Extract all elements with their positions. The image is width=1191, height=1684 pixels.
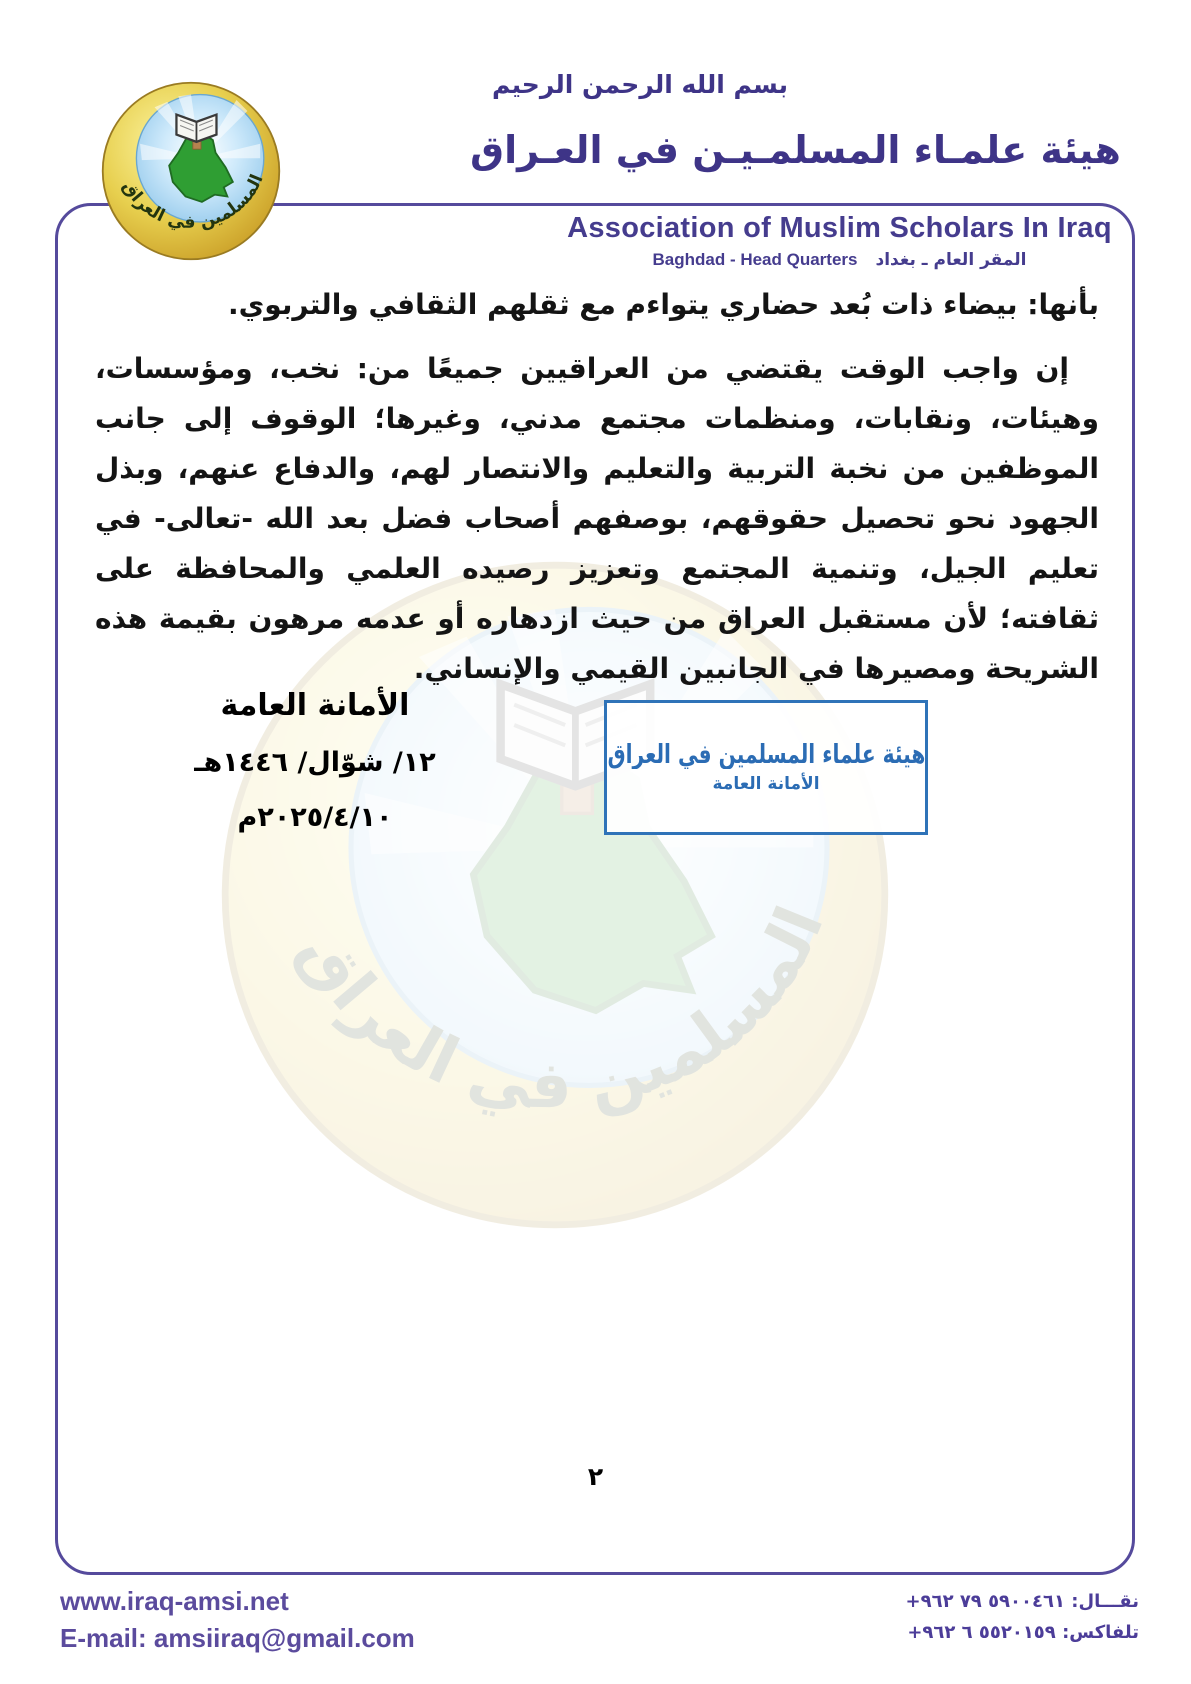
hijri-date: ١٢/ شوّال/ ١٤٤٦هـ <box>194 747 436 778</box>
org-title-arabic: هيئة علمـاء المسلمـيـن في العـراق <box>470 128 1121 172</box>
signature-title: الأمانة العامة <box>220 688 410 723</box>
footer-email: E-mail: amsiiraq@gmail.com <box>60 1623 415 1653</box>
signature-block <box>140 688 490 833</box>
fax-phone-line <box>906 1617 1139 1648</box>
headquarters-line <box>540 250 1139 270</box>
body-paragraph-1: بأنها: بيضاء ذات بُعد حضاري يتواءم مع ثقلهم الثقافي والتربوي. <box>227 288 1099 321</box>
footer-contact-right <box>906 1586 1139 1648</box>
footer-website: www.iraq-amsi.net <box>60 1586 289 1616</box>
mobile-number: +٩٦٢ ٧٩ ٥٩٠٠٤٦١ <box>905 1591 1065 1612</box>
mobile-phone-line <box>906 1586 1139 1617</box>
letter-body <box>95 280 1099 694</box>
official-stamp <box>604 700 928 835</box>
headquarters-arabic: المقر العام ـ بغداد <box>875 250 1027 270</box>
footer-contact-left <box>60 1583 415 1657</box>
org-title-english: Association of Muslim Scholars In Iraq <box>567 212 1112 244</box>
headquarters-english: Baghdad - Head Quarters <box>652 250 858 269</box>
stamp-calligraphy: هيئة علماء المسلمين في العراق <box>607 738 925 769</box>
stamp-subtitle: الأمانة العامة <box>712 773 820 794</box>
org-logo-icon <box>100 80 282 262</box>
fax-number: +٩٦٢ ٦ ٥٥٢٠١٥٩ <box>907 1622 1056 1643</box>
gregorian-date: ٢٠٢٥/٤/١٠م <box>237 802 393 833</box>
page-number: ٢ <box>587 1462 604 1491</box>
fax-label: تلفاكس: <box>1062 1622 1139 1643</box>
body-paragraph-2: إن واجب الوقت يقتضي من العراقيين جميعًا من: نخب، ومؤسسات، وهيئات، ونقابات، ومنظمات مجتمع مدني، وغيرها؛ الوقوف إلى جانب الموظفين من نخبة التربية والتعليم والانتصار لهم، والدفاع عنهم، وبذل الجهود نحو تحصيل حقوقهم، بوصفهم أصحاب فضل بعد الله -تعالى- في تعليم الجيل، وتنمية المجتمع وتعزيز رصيده العلمي والمحافظة على ثقافته؛ لأن مستقبل العراق من حيث ازدهاره أو عدمه مرهون بقيمة هذه الشريحة ومصيرها في الجانبين القيمي والإنساني. <box>95 352 1099 685</box>
mobile-label: نقـــال: <box>1071 1591 1139 1612</box>
bismillah-calligraphy: بسم الله الرحمن الرحيم <box>492 70 788 99</box>
